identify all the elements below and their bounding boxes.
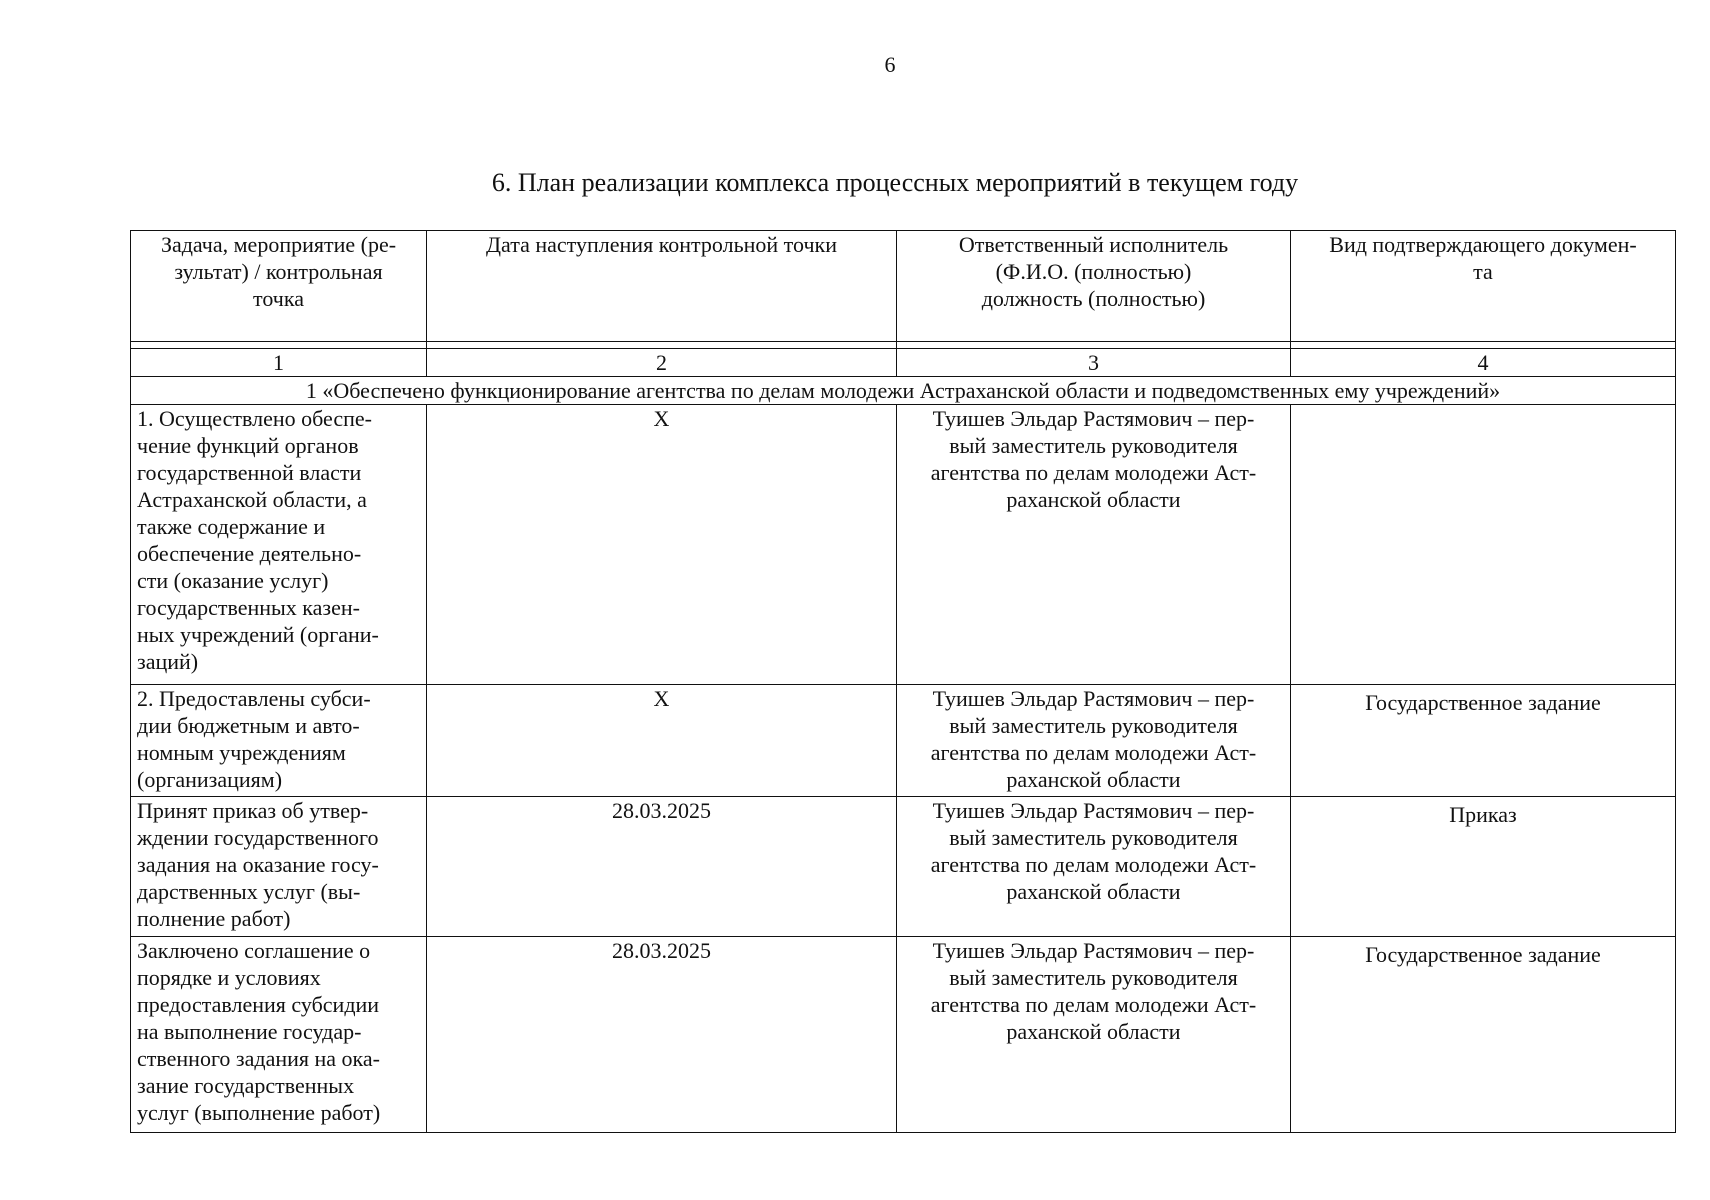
document-cell: Государственное задание [1291,937,1676,1133]
responsible-cell [897,685,1291,797]
gap-cell [427,342,897,349]
date-cell: X [427,685,897,797]
date-cell: 28.03.2025 [427,797,897,937]
header-row [131,231,1676,342]
column-number: 2 [427,349,897,377]
document-cell: Государственное задание [1291,685,1676,797]
gap-cell [131,342,427,349]
header-label: Задача, мероприятие (ре- зультат) / контрольная точка [160,232,397,311]
header-cell-task [131,231,427,342]
header-cell-responsible [897,231,1291,342]
task-text: Принят приказ об утвер- ждении государственного задания на оказание госу- дарственных услуг (вы- полнение работ) [137,798,379,931]
group-title-row [131,377,1676,405]
column-number: 4 [1291,349,1676,377]
table-row [131,685,1676,797]
responsible-cell [897,405,1291,685]
responsible-text: Туишев Эльдар Растямович – пер- вый заместитель руководителя агентства по делам молодежи Аст- раханской области [930,798,1257,904]
gap-cell [897,342,1291,349]
responsible-text: Туишев Эльдар Растямович – пер- вый заместитель руководителя агентства по делам молодежи Аст- раханской области [930,686,1257,792]
group-title: 1 «Обеспечено функционирование агентства по делам молодежи Астраханской области и подведомственных ему учреждений» [131,377,1676,405]
responsible-cell [897,797,1291,937]
responsible-text: Туишев Эльдар Растямович – пер- вый заместитель руководителя агентства по делам молодежи Аст- раханской области [930,938,1257,1044]
header-gap [131,342,1676,349]
table-row [131,405,1676,685]
section-title: 6. План реализации комплекса процессных мероприятий в текущем году [491,168,1299,197]
responsible-text: Туишев Эльдар Растямович – пер- вый заместитель руководителя агентства по делам молодежи Аст- раханской области [930,406,1257,512]
task-cell [131,685,427,797]
task-text: 2. Предоставлены субси- дии бюджетным и авто- номным учреждениям (организациям) [137,686,371,792]
responsible-cell [897,937,1291,1133]
plan-table [130,230,1676,1133]
page-number: 6 [884,52,896,77]
gap-cell [1291,342,1676,349]
table-row [131,797,1676,937]
task-cell [131,797,427,937]
column-number: 3 [897,349,1291,377]
header-label: Дата наступления контрольной точки [486,232,837,257]
column-number-row [131,349,1676,377]
task-text: 1. Осуществлено обеспе- чение функций органов государственной власти Астраханской области, а также содержание и обеспечение деятельно- сти (оказание услуг) государственных казен- ных учреждений (органи- заций) [137,406,379,674]
header-label: Вид подтверждающего докумен- та [1329,232,1637,284]
column-number: 1 [131,349,427,377]
task-text: Заключено соглашение о порядке и условиях предоставления субсидии на выполнение государ- ственного задания на ока- зание государственных услуг (выполнение работ) [137,938,381,1125]
document-cell: Приказ [1291,797,1676,937]
date-cell: 28.03.2025 [427,937,897,1133]
table-row [131,937,1676,1133]
header-cell-document [1291,231,1676,342]
task-cell [131,405,427,685]
task-cell [131,937,427,1133]
header-label: Ответственный исполнитель (Ф.И.О. (полностью) должность (полностью) [958,232,1229,311]
date-cell: X [427,405,897,685]
header-cell-date [427,231,897,342]
document-cell [1291,405,1676,685]
